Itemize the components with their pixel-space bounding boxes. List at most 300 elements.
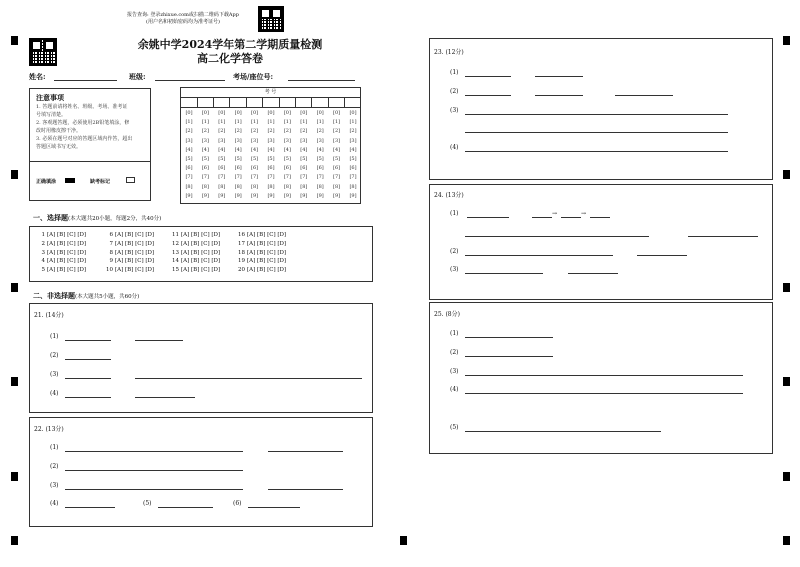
exam-digit-bubble[interactable]: [8] (349, 183, 357, 190)
q25-answer-line[interactable] (465, 393, 743, 394)
q24-arrow: → (581, 210, 587, 217)
alignment-mark (11, 377, 18, 386)
exam-digit-bubble[interactable]: [9] (316, 192, 324, 199)
exam-digit-bubble[interactable]: [7] (316, 174, 324, 181)
exam-number-column[interactable] (279, 109, 295, 201)
exam-digit-bubble[interactable]: [7] (283, 174, 291, 181)
exam-number-column[interactable] (214, 109, 230, 201)
alignment-mark (783, 283, 790, 292)
seat-label: 考场/座位号: (233, 72, 274, 81)
instruction-line: 号填写清楚。 (36, 112, 67, 118)
exam-digit-bubble[interactable]: [5] (185, 156, 193, 163)
exam-digit-bubble[interactable]: [7] (234, 174, 242, 181)
exam-digit-bubble[interactable]: [1] (316, 119, 324, 126)
mcq-row[interactable] (170, 257, 220, 266)
q23-answer-line[interactable] (465, 151, 728, 152)
instruction-line: 答题区域书写无效。 (36, 144, 82, 150)
q21-heading: 21. (14分) (34, 312, 64, 319)
q22-answer-line[interactable] (248, 507, 300, 508)
exam-number-label: 考 号 (181, 88, 360, 98)
q24-answer-line[interactable] (467, 217, 509, 218)
mcq-options[interactable]: [A] [B] [C] [D] (115, 258, 155, 265)
exam-digit-bubble[interactable]: [7] (218, 174, 226, 181)
alignment-mark (11, 283, 18, 292)
exam-digit-bubble[interactable]: [8] (333, 183, 341, 190)
exam-digit-bubble[interactable]: [5] (333, 156, 341, 163)
mcq-options[interactable]: [A] [B] [C] [D] (247, 267, 287, 274)
exam-digit-bubble[interactable]: [6] (218, 165, 226, 172)
exam-digit-bubble[interactable]: [3] (234, 137, 242, 144)
exam-digit-bubble[interactable]: [6] (316, 165, 324, 172)
q24-answer-line[interactable] (568, 273, 618, 274)
mcq-options[interactable]: [A] [B] [C] [D] (47, 249, 87, 256)
exam-digit-bubble[interactable]: [2] (234, 128, 242, 135)
mcq-row[interactable] (104, 249, 154, 258)
exam-number-column[interactable] (181, 109, 197, 201)
q25-part5-label: (5) (450, 424, 459, 431)
mcq-options[interactable]: [A] [B] [C] [D] (247, 249, 287, 256)
exam-digit-bubble[interactable]: [2] (283, 128, 291, 135)
q21-part3-label: (3) (50, 371, 59, 378)
exam-digit-bubble[interactable]: [1] (333, 119, 341, 126)
mcq-options[interactable]: [A] [B] [C] [D] (247, 240, 287, 247)
mcq-row[interactable] (36, 240, 86, 249)
exam-number-column[interactable] (197, 109, 213, 201)
exam-digit-bubble[interactable]: [8] (300, 183, 308, 190)
mcq-options[interactable]: [A] [B] [C] [D] (47, 232, 87, 238)
exam-digit-bubble[interactable]: [2] (251, 128, 259, 135)
exam-digit-bubble[interactable]: [4] (333, 146, 341, 153)
q24-answer-line[interactable] (637, 255, 687, 256)
exam-digit-bubble[interactable]: [1] (349, 119, 357, 126)
q25-box (429, 302, 773, 454)
q23-answer-line[interactable] (465, 132, 728, 133)
mcq-options[interactable]: [A] [B] [C] [D] (115, 249, 155, 256)
mcq-number: 18 (238, 249, 245, 256)
mcq-number: 12 (172, 240, 179, 247)
q24-answer-line[interactable] (688, 236, 758, 237)
exam-digit-bubble[interactable]: [2] (333, 128, 341, 135)
exam-number-column[interactable] (312, 109, 328, 201)
q24-answer-line[interactable] (561, 217, 581, 218)
mcq-row[interactable] (36, 231, 86, 240)
exam-digit-bubble[interactable]: [9] (234, 192, 242, 199)
exam-digit-bubble[interactable]: [4] (283, 146, 291, 153)
exam-digit-bubble[interactable]: [6] (201, 165, 209, 172)
q21-box (29, 303, 373, 413)
mcq-number: 16 (238, 232, 245, 238)
exam-digit-bubble[interactable]: [0] (201, 110, 209, 116)
q22-answer-line[interactable] (158, 507, 213, 508)
name-label: 姓名: (29, 72, 46, 81)
mcq-row[interactable] (170, 266, 220, 275)
exam-digit-bubble[interactable]: [6] (267, 165, 275, 172)
q25-answer-line[interactable] (465, 431, 661, 432)
exam-digit-bubble[interactable]: [4] (201, 146, 209, 153)
exam-digit-bubble[interactable]: [8] (234, 183, 242, 190)
exam-digit-bubble[interactable]: [4] (349, 146, 357, 153)
exam-digit-bubble[interactable]: [3] (316, 137, 324, 144)
exam-digit-bubble[interactable]: [0] (267, 110, 275, 116)
mcq-row[interactable] (236, 240, 286, 249)
section2-title: 二、非选择题 (33, 291, 75, 300)
exam-digit-bubble[interactable]: [2] (201, 128, 209, 135)
exam-digit-bubble[interactable]: [3] (349, 137, 357, 144)
exam-digit-bubble[interactable]: [1] (267, 119, 275, 126)
q22-answer-line[interactable] (268, 451, 343, 452)
q21-answer-line[interactable] (65, 397, 111, 398)
q23-answer-line[interactable] (465, 95, 511, 96)
q24-answer-line[interactable] (465, 236, 649, 237)
alignment-mark (783, 36, 790, 45)
q24-part3-label: (3) (450, 266, 459, 273)
q22-part6-label: (6) (233, 500, 242, 507)
exam-digit-bubble[interactable]: [4] (234, 146, 242, 153)
exam-digit-bubble[interactable]: [6] (300, 165, 308, 172)
mcq-options[interactable]: [A] [B] [C] [D] (181, 258, 221, 265)
q24-answer-line[interactable] (590, 217, 610, 218)
exam-digit-bubble[interactable]: [8] (267, 183, 275, 190)
mcq-options[interactable]: [A] [B] [C] [D] (47, 240, 87, 247)
exam-number-column[interactable] (263, 109, 279, 201)
exam-digit-bubble[interactable]: [0] (316, 110, 324, 116)
exam-digit-bubble[interactable]: [6] (251, 165, 259, 172)
mcq-row[interactable] (104, 266, 154, 275)
exam-digit-bubble[interactable]: [0] (300, 110, 308, 116)
section2-heading (33, 291, 139, 302)
exam-digit-bubble[interactable]: [1] (283, 119, 291, 126)
mcq-row[interactable] (36, 257, 86, 266)
exam-digit-bubble[interactable]: [8] (185, 183, 193, 190)
absent-mark-checkbox[interactable] (126, 177, 135, 183)
page-title: 余姚中学2024学年第二学期质量检测 (137, 38, 323, 51)
absent-mark-label: 缺考标记 (90, 179, 111, 185)
exam-digit-bubble[interactable]: [7] (267, 174, 275, 181)
exam-digit-bubble[interactable]: [9] (218, 192, 226, 199)
q22-answer-line[interactable] (268, 489, 343, 490)
exam-digit-bubble[interactable]: [7] (300, 174, 308, 181)
exam-digit-bubble[interactable]: [4] (251, 146, 259, 153)
name-field[interactable] (54, 80, 117, 81)
mcq-row[interactable] (236, 257, 286, 266)
q25-part2-label: (2) (450, 349, 459, 356)
exam-digit-bubble[interactable]: [5] (316, 156, 324, 163)
q24-arrow: → (552, 210, 558, 217)
exam-number-grid[interactable] (180, 87, 361, 204)
q21-part4-label: (4) (50, 390, 59, 397)
exam-digit-bubble[interactable]: [9] (333, 192, 341, 199)
exam-digit-bubble[interactable]: [7] (185, 174, 193, 181)
mcq-answer-box (29, 226, 373, 282)
exam-digit-bubble[interactable]: [2] (316, 128, 324, 135)
q23-answer-line[interactable] (465, 76, 511, 77)
exam-digit-bubble[interactable]: [0] (283, 110, 291, 116)
mcq-number: 14 (172, 258, 179, 265)
mcq-number: 7 (109, 240, 113, 247)
exam-digit-bubble[interactable]: [5] (251, 156, 259, 163)
section1-title: 一、选择题 (33, 213, 68, 222)
exam-digit-bubble[interactable]: [8] (218, 183, 226, 190)
exam-digit-bubble[interactable]: [0] (333, 110, 341, 116)
mcq-row[interactable] (36, 249, 86, 258)
section1-note: (本大题共20小题，每题2分，共40分) (68, 216, 162, 222)
exam-digit-bubble[interactable]: [0] (251, 110, 259, 116)
alignment-mark (400, 536, 407, 545)
exam-digit-bubble[interactable]: [5] (201, 156, 209, 163)
exam-digit-bubble[interactable]: [2] (218, 128, 226, 135)
q22-box (29, 417, 373, 527)
exam-digit-bubble[interactable]: [4] (185, 146, 193, 153)
q23-answer-line[interactable] (535, 76, 583, 77)
q24-heading: 24. (13分) (434, 192, 464, 199)
exam-digit-bubble[interactable]: [1] (185, 119, 193, 126)
exam-digit-bubble[interactable]: [9] (251, 192, 259, 199)
mcq-options[interactable]: [A] [B] [C] [D] (47, 258, 87, 265)
alignment-mark (11, 170, 18, 179)
exam-digit-bubble[interactable]: [1] (201, 119, 209, 126)
exam-digit-bubble[interactable]: [8] (283, 183, 291, 190)
exam-digit-bubble[interactable]: [9] (283, 192, 291, 199)
exam-digit-bubble[interactable]: [7] (333, 174, 341, 181)
q24-part2-label: (2) (450, 248, 459, 255)
alignment-mark (783, 170, 790, 179)
mcq-column (170, 231, 220, 275)
student-qr-code (29, 38, 57, 66)
q25-part4-label: (4) (450, 386, 459, 393)
alignment-mark (11, 472, 18, 481)
mcq-number: 9 (109, 258, 113, 265)
exam-digit-bubble[interactable]: [5] (267, 156, 275, 163)
exam-digit-bubble[interactable]: [7] (251, 174, 259, 181)
mcq-number: 15 (172, 267, 179, 274)
alignment-mark (11, 536, 18, 545)
instruction-line: 改时用橡皮擦干净。 (36, 128, 82, 134)
exam-digit-bubble[interactable]: [1] (218, 119, 226, 126)
exam-digit-bubble[interactable]: [4] (300, 146, 308, 153)
exam-digit-bubble[interactable]: [9] (267, 192, 275, 199)
mcq-options[interactable]: [A] [B] [C] [D] (47, 267, 87, 274)
q22-part2-label: (2) (50, 463, 59, 470)
exam-digit-bubble[interactable]: [2] (185, 128, 193, 135)
q22-answer-line[interactable] (65, 507, 115, 508)
exam-digit-bubble[interactable]: [9] (185, 192, 193, 199)
exam-digit-bubble[interactable]: [5] (283, 156, 291, 163)
q23-part1-label: (1) (450, 69, 459, 76)
exam-digit-bubble[interactable]: [6] (333, 165, 341, 172)
mcq-number: 3 (41, 249, 45, 256)
q25-heading: 25. (8分) (434, 311, 460, 318)
q24-answer-line[interactable] (465, 255, 613, 256)
q24-part1-label: (1) (450, 210, 459, 217)
exam-digit-bubble[interactable]: [7] (349, 174, 357, 181)
mcq-number: 4 (41, 258, 45, 265)
mcq-options[interactable]: [A] [B] [C] [D] (115, 232, 155, 238)
exam-number-column[interactable] (329, 109, 345, 201)
mcq-options[interactable]: [A] [B] [C] [D] (181, 232, 221, 238)
class-label: 班级: (129, 72, 146, 81)
q25-answer-line[interactable] (465, 375, 743, 376)
q25-answer-line[interactable] (465, 356, 553, 357)
class-field[interactable] (155, 80, 225, 81)
mcq-number: 6 (109, 232, 113, 238)
exam-digit-bubble[interactable]: [9] (300, 192, 308, 199)
q25-part1-label: (1) (450, 330, 459, 337)
exam-digit-bubble[interactable]: [2] (267, 128, 275, 135)
exam-digit-bubble[interactable]: [3] (251, 137, 259, 144)
exam-digit-bubble[interactable]: [3] (283, 137, 291, 144)
mcq-number: 2 (41, 240, 45, 247)
report-notice (113, 12, 253, 26)
mcq-options[interactable]: [A] [B] [C] [D] (181, 249, 221, 256)
mcq-options[interactable]: [A] [B] [C] [D] (181, 267, 221, 274)
exam-digit-bubble[interactable]: [4] (316, 146, 324, 153)
correct-fill-sample (65, 178, 75, 183)
instruction-line: 3. 必须在题号对应的答题区域内作答，超出 (36, 136, 133, 142)
exam-digit-bubble[interactable]: [6] (185, 165, 193, 172)
alignment-mark (783, 472, 790, 481)
mcq-options[interactable]: [A] [B] [C] [D] (115, 267, 155, 274)
q22-part4-label: (4) (50, 500, 59, 507)
mcq-row[interactable] (170, 249, 220, 258)
report-notice-line1: 报告查询: 登录zhixue.com或扫描二维码下载App (127, 12, 239, 18)
mcq-options[interactable]: [A] [B] [C] [D] (247, 258, 287, 265)
exam-number-column[interactable] (230, 109, 246, 201)
q23-answer-line[interactable] (615, 95, 673, 96)
mcq-row[interactable] (236, 231, 286, 240)
section2-note: (本大题共5小题，共60分) (75, 294, 140, 300)
exam-number-column[interactable] (345, 109, 361, 201)
exam-digit-bubble[interactable]: [9] (201, 192, 209, 199)
exam-digit-bubble[interactable]: [0] (234, 110, 242, 116)
q25-part3-label: (3) (450, 368, 459, 375)
mcq-row[interactable] (236, 249, 286, 258)
exam-digit-bubble[interactable]: [6] (349, 165, 357, 172)
q21-answer-line[interactable] (65, 378, 111, 379)
exam-number-column[interactable] (247, 109, 263, 201)
exam-digit-bubble[interactable]: [7] (201, 174, 209, 181)
page-subtitle: 高二化学答卷 (197, 52, 263, 65)
mcq-row[interactable] (170, 231, 220, 240)
q21-answer-line[interactable] (65, 340, 111, 341)
q22-answer-line[interactable] (65, 489, 243, 490)
q22-part5-label: (5) (143, 500, 152, 507)
exam-digit-bubble[interactable]: [6] (234, 165, 242, 172)
mcq-number: 5 (41, 267, 45, 274)
exam-digit-bubble[interactable]: [5] (300, 156, 308, 163)
q24-answer-line[interactable] (532, 217, 552, 218)
exam-digit-bubble[interactable]: [8] (201, 183, 209, 190)
q25-answer-line[interactable] (465, 337, 553, 338)
q21-answer-line[interactable] (65, 359, 111, 360)
mcq-number: 20 (238, 267, 245, 274)
mcq-row[interactable] (36, 266, 86, 275)
q21-answer-line[interactable] (135, 378, 362, 379)
q23-part4-label: (4) (450, 144, 459, 151)
mcq-column (36, 231, 86, 275)
mcq-column (104, 231, 154, 275)
mcq-options[interactable]: [A] [B] [C] [D] (247, 232, 287, 238)
q24-answer-line[interactable] (465, 273, 543, 274)
instructions-box (29, 88, 151, 201)
report-notice-line2: (用户名和初始密码均为准考证号) (146, 19, 220, 25)
exam-digit-bubble[interactable]: [0] (218, 110, 226, 116)
q22-answer-line[interactable] (65, 451, 243, 452)
exam-digit-bubble[interactable]: [6] (283, 165, 291, 172)
q23-part2-label: (2) (450, 88, 459, 95)
exam-digit-bubble[interactable]: [1] (300, 119, 308, 126)
exam-digit-bubble[interactable]: [3] (267, 137, 275, 144)
mcq-options[interactable]: [A] [B] [C] [D] (181, 240, 221, 247)
app-qr-code[interactable] (258, 6, 284, 32)
mcq-number: 11 (172, 232, 179, 238)
alignment-mark (783, 377, 790, 386)
seat-field[interactable] (288, 80, 355, 81)
exam-digit-bubble[interactable]: [1] (251, 119, 259, 126)
q23-heading: 23. (12分) (434, 49, 464, 56)
q23-answer-line[interactable] (465, 114, 728, 115)
exam-digit-bubble[interactable]: [2] (349, 128, 357, 135)
mcq-options[interactable]: [A] [B] [C] [D] (115, 240, 155, 247)
exam-digit-bubble[interactable]: [5] (234, 156, 242, 163)
exam-digit-bubble[interactable]: [8] (316, 183, 324, 190)
exam-digit-bubble[interactable]: [5] (349, 156, 357, 163)
mcq-row[interactable] (104, 240, 154, 249)
exam-digit-bubble[interactable]: [3] (300, 137, 308, 144)
q21-answer-line[interactable] (135, 397, 195, 398)
q23-box (429, 38, 773, 180)
mcq-number: 19 (238, 258, 245, 265)
mcq-row[interactable] (104, 257, 154, 266)
exam-digit-bubble[interactable]: [4] (267, 146, 275, 153)
exam-digit-bubble[interactable]: [3] (333, 137, 341, 144)
exam-digit-bubble[interactable]: [3] (218, 137, 226, 144)
exam-digit-bubble[interactable]: [1] (234, 119, 242, 126)
exam-digit-bubble[interactable]: [4] (218, 146, 226, 153)
exam-digit-bubble[interactable]: [2] (300, 128, 308, 135)
exam-digit-bubble[interactable]: [0] (185, 110, 193, 116)
mcq-row[interactable] (170, 240, 220, 249)
instruction-line: 1. 答题前请将姓名、班级、考场、准考证 (36, 104, 128, 110)
exam-digit-bubble[interactable]: [0] (349, 110, 357, 116)
correct-fill-label: 正确填涂 (36, 179, 57, 185)
mcq-number: 17 (238, 240, 245, 247)
mcq-column (236, 231, 286, 275)
mcq-number: 10 (106, 267, 113, 274)
exam-digit-bubble[interactable]: [8] (251, 183, 259, 190)
exam-number-column[interactable] (296, 109, 312, 201)
q23-part3-label: (3) (450, 107, 459, 114)
exam-digit-bubble[interactable]: [3] (185, 137, 193, 144)
mcq-number: 13 (172, 249, 179, 256)
q21-part2-label: (2) (50, 352, 59, 359)
exam-digit-bubble[interactable]: [9] (349, 192, 357, 199)
mcq-row[interactable] (104, 231, 154, 240)
q22-answer-line[interactable] (65, 470, 243, 471)
exam-digit-bubble[interactable]: [5] (218, 156, 226, 163)
q22-part3-label: (3) (50, 482, 59, 489)
section1-heading (33, 213, 161, 224)
instruction-line: 2. 客观题答题，必须使用2B铅笔填涂，修 (36, 120, 130, 126)
mcq-row[interactable] (236, 266, 286, 275)
mcq-number: 1 (41, 232, 45, 238)
q24-box (429, 184, 773, 300)
alignment-mark (11, 36, 18, 45)
q23-answer-line[interactable] (535, 95, 583, 96)
q21-part1-label: (1) (50, 333, 59, 340)
q22-heading: 22. (13分) (34, 426, 64, 433)
exam-digit-bubble[interactable]: [3] (201, 137, 209, 144)
q21-answer-line[interactable] (135, 340, 183, 341)
